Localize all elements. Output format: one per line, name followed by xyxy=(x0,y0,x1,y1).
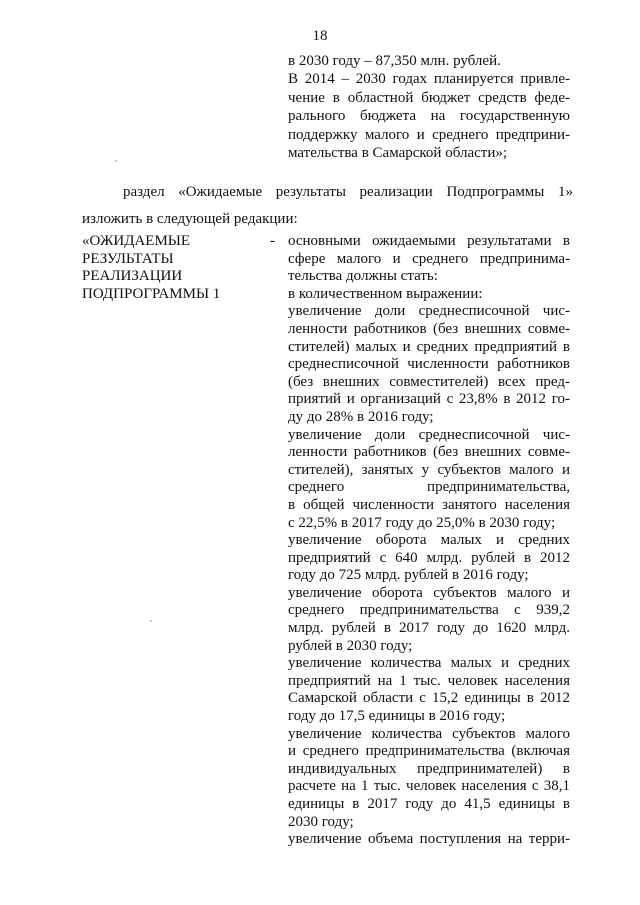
results-line: ленности работников (без внешних совме- xyxy=(288,320,570,337)
results-line: (без внешних совместителей) всех пред- xyxy=(288,373,570,390)
results-line: стителей), занятых у субъектов малого и xyxy=(288,461,570,478)
results-line: увеличение количества субъектов малого xyxy=(288,725,570,742)
results-line: индивидуальных предпринимателей) в xyxy=(288,760,570,777)
results-line: среднего предпринимательства с 939,2 xyxy=(288,602,570,619)
results-line: единицы в 2017 году до 41,5 единицы в xyxy=(288,796,570,812)
results-line: с 22,5% в 2017 году до 25,0% в 2030 году; xyxy=(288,514,556,531)
results-line: увеличение объема поступления на терри- xyxy=(288,831,570,848)
results-line: увеличение доли среднесписочной чис- xyxy=(288,426,570,443)
intro-line: рального бюджета на государственную xyxy=(288,108,570,125)
results-line: среднесписочной численности работников xyxy=(288,356,570,373)
results-line: рублей в 2030 году; xyxy=(288,637,413,654)
results-line: 2030 году; xyxy=(288,813,354,830)
results-line: году до 725 млрд. рублей в 2016 году; xyxy=(288,567,529,584)
results-text xyxy=(288,233,570,849)
intro-line: поддержку малого и среднего предприни- xyxy=(288,126,570,143)
results-line: увеличение доли среднесписочной чис- xyxy=(288,303,570,320)
results-line: увеличение количества малых и средних xyxy=(288,655,570,672)
results-line: увеличение оборота малых и средних xyxy=(288,532,570,549)
results-line: среднего предпринимательства, xyxy=(288,479,570,496)
intro-paragraph xyxy=(288,52,570,162)
results-line: ду до 28% в 2016 году; xyxy=(288,408,434,425)
results-line: предприятий на 1 тыс. человек населения xyxy=(288,672,570,689)
section-instruction: раздел «Ожидаемые результаты реализации Подпрограммы 1» xyxy=(123,184,573,200)
results-line: предприятий с 640 млрд. рублей в 2012 xyxy=(288,549,570,566)
scan-speck xyxy=(150,620,152,622)
results-line: Самарской области с 15,2 единицы в 2012 xyxy=(288,690,570,707)
results-line: и среднего предпринимательства (включая xyxy=(288,743,570,760)
page-number: 18 xyxy=(312,28,328,44)
results-heading-line: «ОЖИДАЕМЫЕ xyxy=(82,233,191,249)
results-heading-line: РЕЗУЛЬТАТЫ xyxy=(82,250,174,267)
results-line: расчете на 1 тыс. человек населения с 38,1 xyxy=(288,778,570,795)
results-line: в общей численности занятого населения xyxy=(288,496,570,513)
separator-dash: - xyxy=(270,233,275,249)
intro-line: В 2014 – 2030 годах планируется привле- xyxy=(288,71,570,88)
results-line: увеличение оборота субъектов малого и xyxy=(288,584,570,601)
intro-line: в 2030 году – 87,350 млн. рублей. xyxy=(288,53,501,69)
results-line: году до 17,5 единицы в 2016 году; xyxy=(288,708,506,725)
results-line: тельства должны стать: xyxy=(288,268,438,285)
results-line: основными ожидаемыми результатами в xyxy=(288,233,570,249)
results-heading-line: ПОДПРОГРАММЫ 1 xyxy=(82,285,221,302)
results-line: млрд. рублей в 2017 году до 1620 млрд. xyxy=(288,620,570,637)
results-line: сфере малого и среднего предпринима- xyxy=(288,250,570,267)
intro-line: чение в областной бюджет средств феде- xyxy=(288,89,570,106)
results-line: стителей) малых и средних предприятий в xyxy=(288,338,570,355)
results-line: приятий и организаций с 23,8% в 2012 го- xyxy=(288,391,570,408)
scan-speck xyxy=(115,160,117,162)
intro-line: мательства в Самарской области»; xyxy=(288,145,508,162)
results-line: ленности работников (без внешних совме- xyxy=(288,444,570,461)
results-line: в количественном выражении: xyxy=(288,285,483,302)
results-heading-line: РЕАЛИЗАЦИИ xyxy=(82,268,183,285)
section-instruction-continuation: изложить в следующей редакции: xyxy=(82,211,298,227)
results-heading xyxy=(82,233,262,303)
